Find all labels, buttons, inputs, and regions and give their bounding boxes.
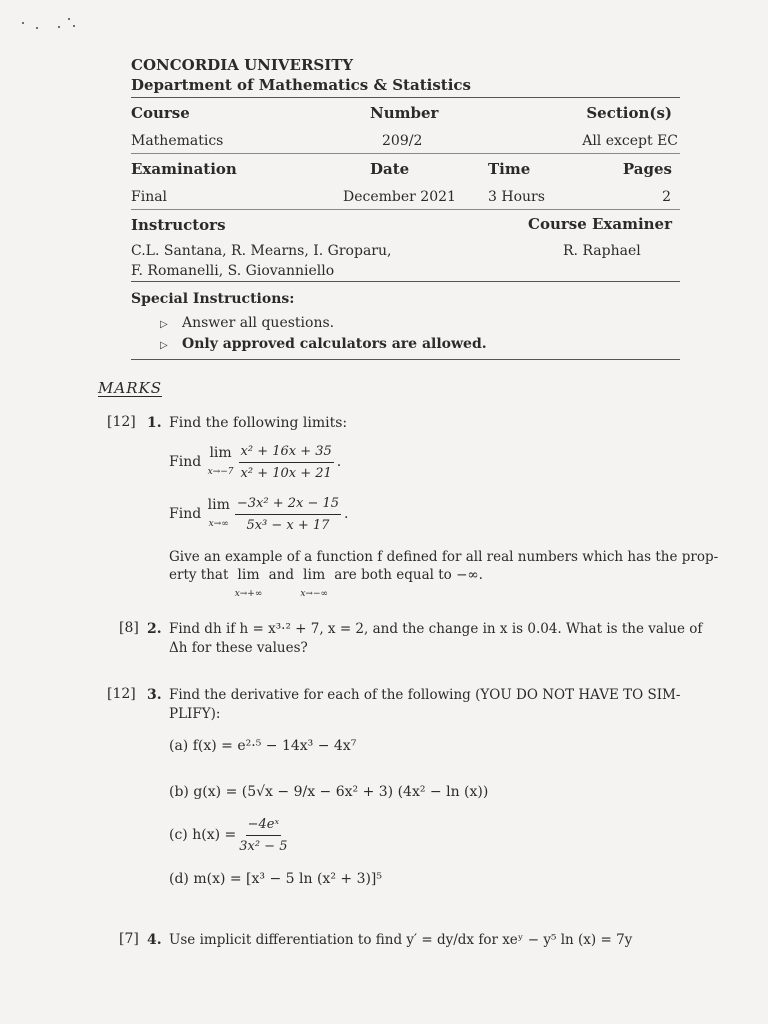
examiner-heading: Course Examiner: [528, 215, 672, 233]
course-heading: Course: [131, 104, 190, 122]
instruction-item: ▷ Answer all questions.: [160, 315, 335, 331]
question-text: PLIFY):: [169, 706, 221, 722]
question-text: Give an example of a function f defined for all real numbers which has the prop-: [169, 549, 719, 565]
number-heading: Number: [370, 104, 439, 122]
limit-operator: lim x→−7: [207, 444, 234, 477]
university-name: CONCORDIA UNIVERSITY: [131, 56, 354, 74]
question-text: Find dh if h = x³·² + 7, x = 2, and the change in x is 0.04. What is the value of: [169, 621, 703, 637]
header-rule: [131, 97, 680, 98]
pages-heading: Pages: [622, 160, 672, 178]
instruction-item: ▷ Only approved calculators are allowed.: [160, 336, 487, 352]
question-text: Find the following limits:: [169, 415, 348, 431]
triangle-bullet-icon: ▷: [160, 340, 168, 351]
date-heading: Date: [370, 160, 410, 178]
part-b: (b) g(x) = (5√x − 9/x − 6x² + 3) (4x² − ln (x)): [169, 784, 489, 800]
question-number: 4.: [147, 932, 162, 948]
marks-heading: MARKS: [98, 379, 162, 397]
part-d: (d) m(x) = [x³ − 5 ln (x² + 3)]⁵: [169, 871, 383, 887]
question-marks: [12]: [107, 414, 136, 430]
part-c: (c) h(x) = $\frac{\text{−4eˣ}}{\text{3x² − 5}}$: [169, 817, 288, 854]
question-text: Δh for these values?: [169, 640, 308, 656]
number-value: 209/2: [382, 133, 423, 149]
limit-expression-1: Find lim x→−7 $\frac{\text{x² + 16x + 35}}{\text{x² + 10x + 21}}$ .: [169, 444, 342, 481]
scan-speck: [58, 26, 60, 28]
examiner-value: R. Raphael: [563, 243, 641, 259]
question-number: 1.: [147, 415, 162, 431]
fraction: $\frac{\text{−4eˣ}}{\text{3x² − 5}}$: [239, 817, 288, 854]
question-text: erty that lim x→+∞ and lim x→−∞ are both equal to −∞.: [169, 566, 483, 604]
sections-heading: Section(s): [586, 104, 672, 122]
examination-heading: Examination: [131, 160, 237, 178]
pages-value: 2: [662, 189, 671, 205]
limit-expression-2: Find lim x→∞ $\frac{\text{−3x² + 2x − 15}}{\text{5x³ − x + 17}}$ .: [169, 496, 349, 533]
question-number: 2.: [147, 621, 162, 637]
instructors-line2: F. Romanelli, S. Giovanniello: [131, 263, 335, 279]
examination-value: Final: [131, 189, 168, 205]
department-name: Department of Mathematics & Statistics: [131, 76, 471, 94]
scan-speck: [68, 18, 70, 20]
question-number: 3.: [147, 687, 162, 703]
question-text: Find the derivative for each of the following (YOU DO NOT HAVE TO SIM-: [169, 687, 681, 703]
special-instructions-title: Special Instructions:: [131, 291, 295, 307]
time-value: 3 Hours: [488, 189, 545, 205]
question-text: Use implicit differentiation to find y′ = dy/dx for xeʸ − y⁵ ln (x) = 7y: [169, 932, 633, 948]
table-rule: [131, 281, 680, 282]
time-heading: Time: [488, 160, 531, 178]
question-marks: [7]: [119, 931, 139, 947]
fraction: $\frac{\text{−3x² + 2x − 15}}{\text{5x³ − x + 17}}$: [236, 496, 340, 533]
part-a: (a) f(x) = e²·⁵ − 14x³ − 4x⁷: [169, 738, 357, 754]
fraction: $\frac{\text{x² + 16x + 35}}{\text{x² + 10x + 21}}$: [240, 444, 332, 481]
instructors-line1: C.L. Santana, R. Mearns, I. Groparu,: [131, 243, 392, 259]
course-value: Mathematics: [131, 133, 224, 149]
question-marks: [8]: [119, 620, 139, 636]
section-rule: [131, 359, 680, 360]
instructors-heading: Instructors: [131, 216, 226, 234]
limit-operator: lim x→∞: [207, 496, 230, 529]
limit-operator: lim x→+∞: [234, 567, 263, 599]
limit-operator: lim x→−∞: [300, 567, 328, 599]
table-rule: [131, 153, 680, 154]
table-rule: [131, 209, 680, 210]
question-marks: [12]: [107, 686, 136, 702]
scan-speck: [73, 25, 75, 27]
scan-speck: [22, 22, 24, 24]
date-value: December 2021: [343, 189, 456, 205]
scan-speck: [36, 27, 38, 29]
triangle-bullet-icon: ▷: [160, 319, 168, 330]
sections-value: All except EC: [582, 133, 678, 149]
